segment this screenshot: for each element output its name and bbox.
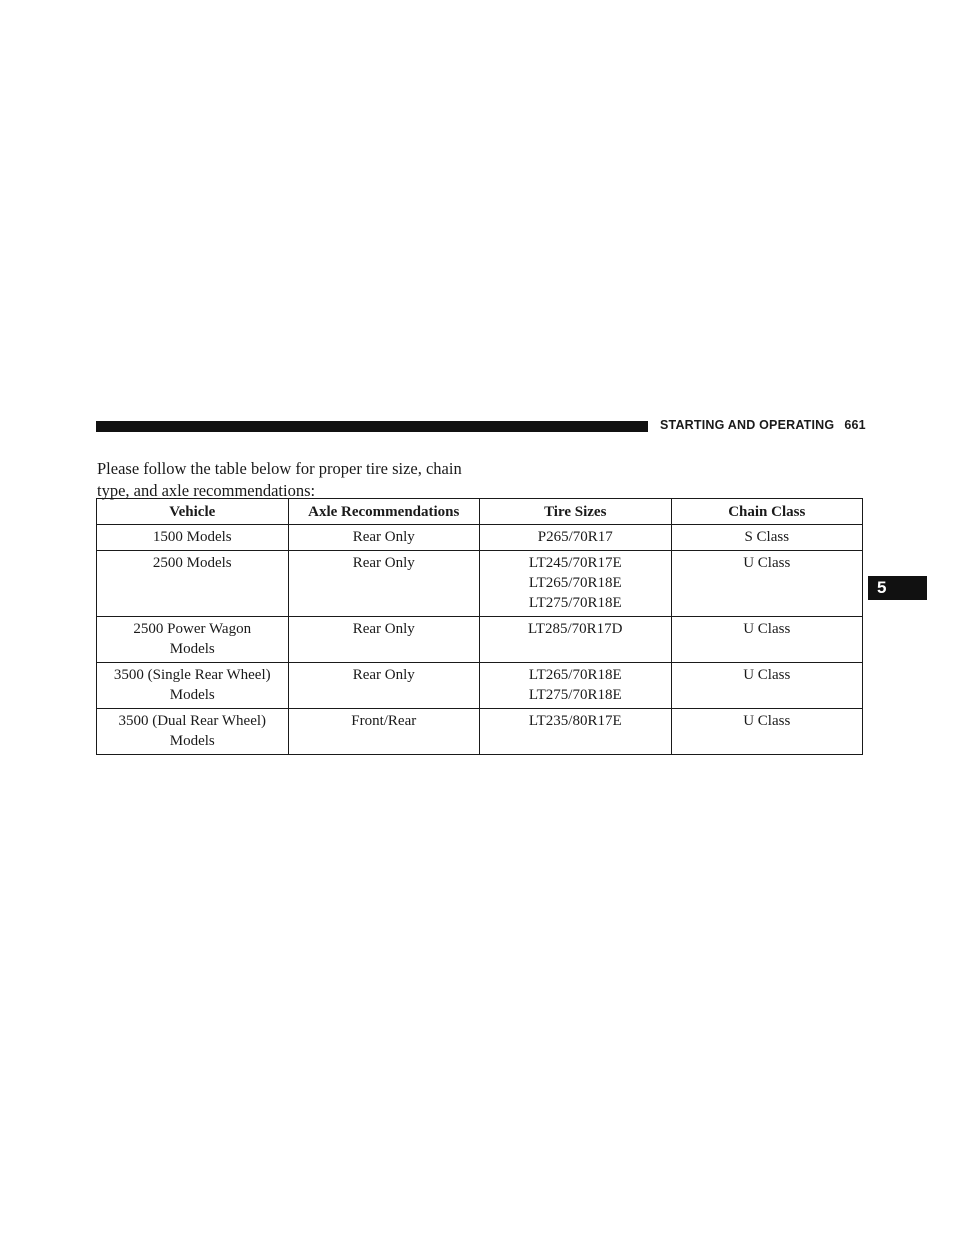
axle-cell: Rear Only: [288, 617, 480, 663]
chain-class-cell: U Class: [671, 709, 863, 755]
tire-size: LT285/70R17D: [528, 621, 623, 637]
vehicle-cell: [97, 525, 289, 551]
vehicle-cell: [97, 617, 289, 663]
tire-size: LT245/70R17E: [528, 555, 622, 571]
vehicle-cell: [97, 663, 289, 709]
vehicle-line: 3500 (Single Rear Wheel): [113, 667, 271, 683]
tire-sizes-cell: [480, 709, 672, 755]
table-row: [97, 551, 863, 617]
running-header: [660, 418, 866, 432]
vehicle-line: Models: [169, 641, 215, 657]
axle-cell: Front/Rear: [288, 709, 480, 755]
vehicle-cell: [97, 709, 289, 755]
tire-size: LT265/70R18E: [528, 667, 622, 683]
vehicle-line: Models: [169, 687, 215, 703]
vehicle-line: Models: [169, 733, 215, 749]
vehicle-line: 2500 Power Wagon: [133, 621, 252, 637]
vehicle-cell: [97, 551, 289, 617]
chain-class-cell: U Class: [671, 551, 863, 617]
table-row: [97, 709, 863, 755]
tire-sizes-cell: [480, 525, 672, 551]
chain-class-cell: S Class: [671, 525, 863, 551]
column-header-chain-class: Chain Class: [671, 499, 863, 525]
tire-size: LT275/70R18E: [528, 595, 622, 611]
vehicle-line: 2500 Models: [152, 555, 232, 571]
table-row: [97, 617, 863, 663]
axle-cell: Rear Only: [288, 551, 480, 617]
page-number: 661: [844, 418, 866, 432]
column-header-tire-sizes: Tire Sizes: [480, 499, 672, 525]
table-row: [97, 663, 863, 709]
axle-cell: Rear Only: [288, 525, 480, 551]
axle-cell: Rear Only: [288, 663, 480, 709]
tire-sizes-cell: [480, 551, 672, 617]
tire-sizes-cell: [480, 617, 672, 663]
tire-sizes-cell: [480, 663, 672, 709]
tire-size: LT275/70R18E: [528, 687, 622, 703]
chain-class-cell: U Class: [671, 663, 863, 709]
vehicle-line: 3500 (Dual Rear Wheel): [118, 713, 267, 729]
tire-size: LT235/80R17E: [528, 713, 622, 729]
tire-size: LT265/70R18E: [528, 575, 622, 591]
column-header-axle: Axle Recommendations: [288, 499, 480, 525]
table-row: [97, 525, 863, 551]
tire-chain-table: [96, 498, 863, 755]
intro-paragraph: Please follow the table below for proper tire size, chain type, and axle recommendations:: [97, 458, 462, 500]
column-header-vehicle: Vehicle: [97, 499, 289, 525]
vehicle-line: 1500 Models: [152, 529, 232, 545]
section-title: STARTING AND OPERATING: [660, 418, 835, 432]
table-header-row: [97, 499, 863, 525]
chain-class-cell: U Class: [671, 617, 863, 663]
chapter-tab: 5: [868, 576, 927, 600]
header-rule: [96, 421, 648, 432]
tire-size: P265/70R17: [537, 529, 613, 545]
